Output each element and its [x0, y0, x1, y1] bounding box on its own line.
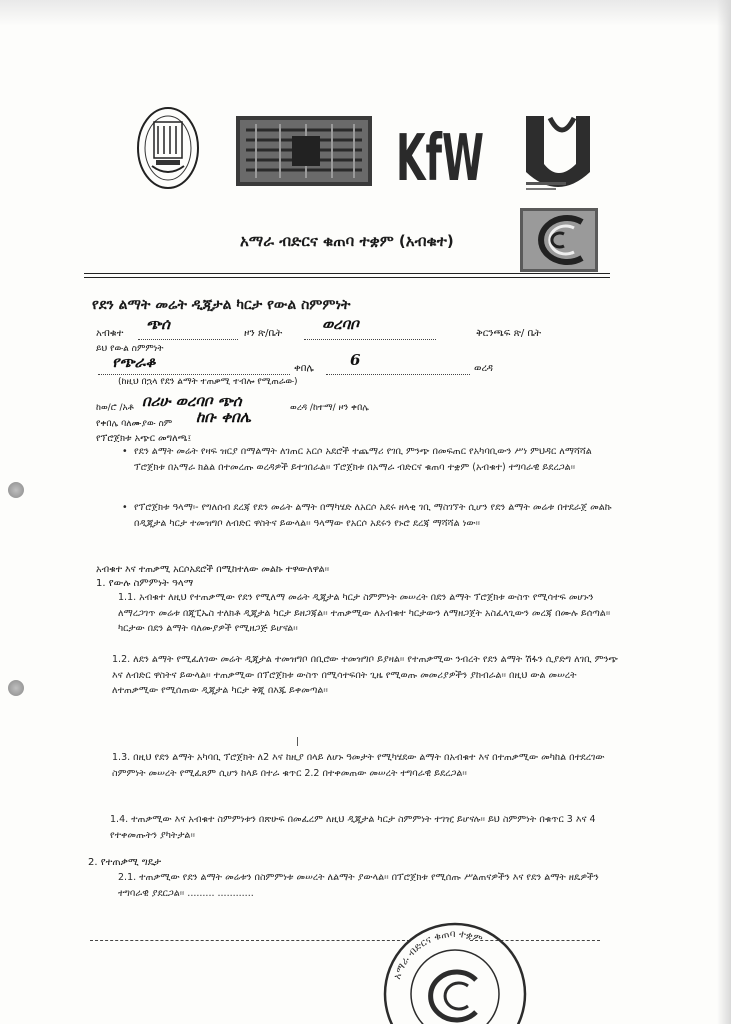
punch-hole: [8, 482, 24, 498]
fill-line: [138, 339, 238, 340]
project-objective-bullet: • የፕሮጀክቱ ዓላማ፡- የግለሰብ ደረጃ የደን መሬት ልማት በማካሄድ ለአርሶ አደሩ ዘላቂ ገቢ ማስገኘት ሲሆን የደን ልማት መሬቱ በተደራጀ መልኩ በዲጂታል ካርታ ተመዝግቦ ለብድር ዋስትና ይውላል፡፡ ዓላማው የአርሶ አደሩን የኑሮ ደረጃ ማሻሻል ነው፡፡: [134, 500, 618, 562]
field-label-farmer-name: ከወ/ሮ /አቶ: [96, 403, 134, 413]
field-label-agreement-intro: ይህ የውል ስምምነት: [96, 344, 164, 354]
organization-title: አማራ ብድርና ቁጠባ ተቋም (አብቁተ): [240, 232, 454, 250]
field-label-woreda: ወረዳ: [474, 363, 493, 374]
field-label-kebele: ቀበሌ: [294, 363, 314, 374]
fill-line: [98, 374, 290, 375]
handwritten-zone-office: ወረባቦ: [322, 315, 359, 333]
handwritten-farmer-name: በሪሁ ወረባቦ ጭሰ: [142, 392, 242, 410]
fill-line: [326, 374, 470, 375]
svg-text:KfW: KfW: [396, 122, 484, 196]
clause-1-3: 1.3. በዚህ የደን ልማት አካባቢ ፕሮጀክት ለ2 እና ከዚያ በላይ ለሆኑ ዓመታት የሚካሄደው ልማት በአብቁተ እና በተጠቃሚው መካከል በተደረገው ስምምነት መሠረት የሚፈጸም ሲሆን ከላይ በተራ ቁጥር 2.2 በተቀመጠው መሠረት ተግባራዊ ይደረጋል፡፡: [112, 752, 605, 779]
scan-right-edge: [717, 0, 731, 1024]
clause-1-2: 1.2. ለደን ልማት የሚፈለገው መሬት ዲጂታል ተመዝግቦ በቢሮው ተመዝግቦ ይያዛል፡፡ የተጠቃሚው ንብረት የደን ልማት ሽፋን ሲያድግ ለገቢ ምንጭ እና ለብድር ዋስትና ይውላል፡፡ ተጠቃሚው በፕሮጀክቱ ውስጥ በሚሳተፍበት ጊዜ የሚወጡ መመሪያዎችን ያከብራል፡፡ በዚህ ውል መሠረት ለተጠቃሚው የሚሰጠው ዲጂታል ካርታ ቅጂ በእጁ ይቀመጣል፡፡: [112, 654, 618, 696]
header-divider: [84, 277, 610, 278]
handwritten-kebele-name: የጭራቆ: [112, 353, 156, 371]
field-label-sub-branch: ቅርንጫፍ ጽ/ ቤት: [476, 328, 542, 339]
scanned-document-page: KfW አማራ ብድርና ቁጠባ ተቋም (አብቁተ) የደን ልማት መሬት ዲጂታል ካርታ የውል ስምምነት አብቁተ ጭሰ ዞን ጽ/ቤት ወረባቦ ቅርንጫፍ ጽ/ ቤት ይህ የውል ስምምነት የጭራቆ ቀበሌ 6 ወረዳ (ከዚህ በኋላ የደን ልማት ተጠቃሚ ተብሎ የሚጠራው) ከወ/ሮ /አቶ በሪሁ ወረባቦ ጭሰ ወረዳ /ከተማ/ ዞን ቀበሌ የቀበሌ ባለሙያው ስም ከቡ ቀበሌ የፕሮጀክቱ አጭር መግለጫ፤ • የደን ልማት መሬት የዛፍ ዝርያ በማልማት ለገጠር አርሶ አደሮች ተጨማሪ የገቢ ምንጭ በመፍጠር የአካባቢውን ሥነ ምህዳር ለማሻሻል ፕሮጀክቱ በአማራ ክልል በተመረጡ ወረዳዎች ይተገበራል፡፡ ፕሮጀክቱ በአማራ ብድርና ቁጠባ ተቋም (አብቁተ) ተግባራዊ ይደረጋል፡፡ • የፕሮጀክቱ ዓላማ፡- የግለሰብ ደረጃ የደን መሬት ልማት በማካሄድ ለአርሶ አደሩ ዘላቂ ገቢ ማስገኘት ሲሆን የደን ልማት መሬቱ በተደራጀ መልኩ በዲጂታል ካርታ ተመዝግቦ ለብድር ዋስትና ይውላል፡፡ ዓላማው የአርሶ አደሩን የኑሮ ደረጃ ማሻሻል ነው፡፡ አብቁተ እና ተጠቃሚ አርሶአደሮች በሚከተለው መልኩ ተዋውለዋል፡፡ 1. የውሉ ስምምነት ዓላማ 1.1. አብቁተ ለዚህ የተጠቃሚው የደን የሚለማ መሬት ዲጂታል ካርታ ስምምነት መሠረት በደን ልማት ፕሮጀክቱ ውስጥ የሚሳተፍ መሆኑን ለማረጋገጥ መሬቱ በጂፒኤስ ተለክቶ ዲጂታል ካርታ ይዘጋጃል፡፡ ተጠቃሚው ለአብቁተ ካርታውን ለማዘጋጀት አስፈላጊውን መረጃ በሙሉ ይሰጣል፡፡ ካርታው በደን ልማት ባለሙያዎች የሚዘጋጅ ይሆናል፡፡ 1.2. ለደን ልማት የሚፈለገው መሬት ዲጂታል ተመዝግቦ በቢሮው ተመዝግቦ ይያዛል፡፡ የተጠቃሚው ንብረት የደን ልማት ሽፋን ሲያድግ ለገቢ ምንጭ እና ለብድር ዋስትና ይውላል፡፡ ተጠቃሚው በፕሮጀክቱ ውስጥ በሚሳተፍበት ጊዜ የሚወጡ መመሪያዎችን ያከብራል፡፡ በዚህ ውል መሠረት ለተጠቃሚው የሚሰጠው ዲጂታል ካርታ ቅጂ በእጁ ይቀመጣል፡፡ | 1.3. በዚህ የደን ልማት አካባቢ ፕሮጀክት ለ2 እና ከዚያ በላይ ለሆኑ ዓመታት የሚካሄደው ልማት በአብቁተ እና በተጠቃሚው መካከል በተደረገው ስምምነት መሠረት የሚፈጸም ሲሆን ከላይ በተራ ቁጥር 2.2 በተቀመጠው መሠረት ተግባራዊ ይደረጋል፡፡ 1.4. ተጠቃሚው እና አብቁተ ስምምነቱን በጽሁፍ በመፈረም ለዚህ ዲጂታል ካርታ ስምምነት ተገዢ ይሆናሉ፡፡ ይህ ስምምነት በቁጥር 3 እና 4 የተቀመጡትን ያካትታል፡፡ 2. የተጠቃሚ ግዴታ 2.1. ተጠቃሚው የደን ልማት መሬቱን በስምምነቱ መሠረት ለልማት ያውላል፡፡ በፕሮጀክቱ የሚሰጡ ሥልጠናዎችን እና የደን ልማት ዘዴዎችን ተግባራዊ ያደርጋል፡፡ ......... ............ አማራ ብድርና ቁጠባ ተቋም: [0, 0, 731, 1024]
section-heading-beneficiary-duties: 2. የተጠቃሚ ግዴታ: [88, 857, 162, 868]
acsi-logo: [520, 208, 598, 272]
ethiopian-emblem-logo: [134, 104, 202, 192]
section-heading-agreement-purpose: 1. የውሉ ስምምነት ዓላማ: [96, 578, 194, 589]
handwritten-expert-name: ከቡ ቀበሌ: [196, 408, 251, 426]
handwritten-branch-office: ጭሰ: [146, 315, 170, 333]
contracting-parties-line: አብቁተ እና ተጠቃሚ አርሶአደሮች በሚከተለው መልኩ ተዋውለዋል፡፡: [96, 564, 330, 575]
fill-line: [304, 339, 436, 340]
field-label-branch-office: አብቁተ: [96, 328, 124, 339]
form-title: የደን ልማት መሬት ዲጂታል ካርታ የውል ስምምነት: [92, 297, 351, 313]
header-divider: [84, 273, 610, 274]
stamp-ring-text: አማራ ብድርና ቁጠባ ተቋም: [392, 928, 484, 981]
partner-bridge-logo: [522, 112, 594, 194]
kfw-logo: [394, 116, 486, 196]
beneficiary-note: (ከዚህ በኋላ የደን ልማት ተጠቃሚ ተብሎ የሚጠራው): [118, 377, 298, 387]
clause-1-1: 1.1. አብቁተ ለዚህ የተጠቃሚው የደን የሚለማ መሬት ዲጂታል ካርታ ስምምነት መሠረት በደን ልማት ፕሮጀክቱ ውስጥ የሚሳተፍ መሆኑን ለማረጋገጥ መሬቱ በጂፒኤስ ተለክቶ ዲጂታል ካርታ ይዘጋጃል፡፡ ተጠቃሚው ለአብቁተ ካርታውን ለማዘጋጀት አስፈላጊውን መረጃ በሙሉ ይሰጣል፡፡ ካርታው በደን ልማት ባለሙያዎች የሚዘጋጅ ይሆናል፡፡: [118, 592, 611, 634]
handwritten-kebele-number: 6: [350, 351, 361, 369]
ethiopia-map-banner-logo: [236, 116, 372, 186]
signature-line: [90, 940, 410, 941]
punch-hole: [8, 680, 24, 696]
section-heading-project-summary: የፕሮጀክቱ አጭር መግለጫ፤: [96, 433, 192, 444]
clause-1-4: 1.4. ተጠቃሚው እና አብቁተ ስምምነቱን በጽሁፍ በመፈረም ለዚህ ዲጂታል ካርታ ስምምነት ተገዢ ይሆናሉ፡፡ ይህ ስምምነት በቁጥር 3 እና 4 የተቀመጡትን ያካትታል፡፡: [110, 814, 596, 841]
field-label-zone-office: ዞን ጽ/ቤት: [244, 328, 283, 339]
field-label-expert-name: የቀበሌ ባለሙያው ስም: [96, 419, 173, 429]
project-summary-bullet: • የደን ልማት መሬት የዛፍ ዝርያ በማልማት ለገጠር አርሶ አደሮች ተጨማሪ የገቢ ምንጭ በመፍጠር የአካባቢውን ሥነ ምህዳር ለማሻሻል ፕሮጀክቱ በአማራ ክልል በተመረጡ ወረዳዎች ይተገበራል፡፡ ፕሮጀክቱ በአማራ ብድርና ቁጠባ ተቋም (አብቁተ) ተግባራዊ ይደረጋል፡፡: [134, 444, 618, 491]
field-label-address: ወረዳ /ከተማ/ ዞን ቀበሌ: [290, 403, 369, 413]
clause-2-1: 2.1. ተጠቃሚው የደን ልማት መሬቱን በስምምነቱ መሠረት ለልማት ያውላል፡፡ በፕሮጀክቱ የሚሰጡ ሥልጠናዎችን እና የደን ልማት ዘዴዎችን ተግባራዊ ያደርጋል፡፡ ......... ............: [118, 872, 599, 899]
scan-top-edge: [0, 0, 731, 26]
